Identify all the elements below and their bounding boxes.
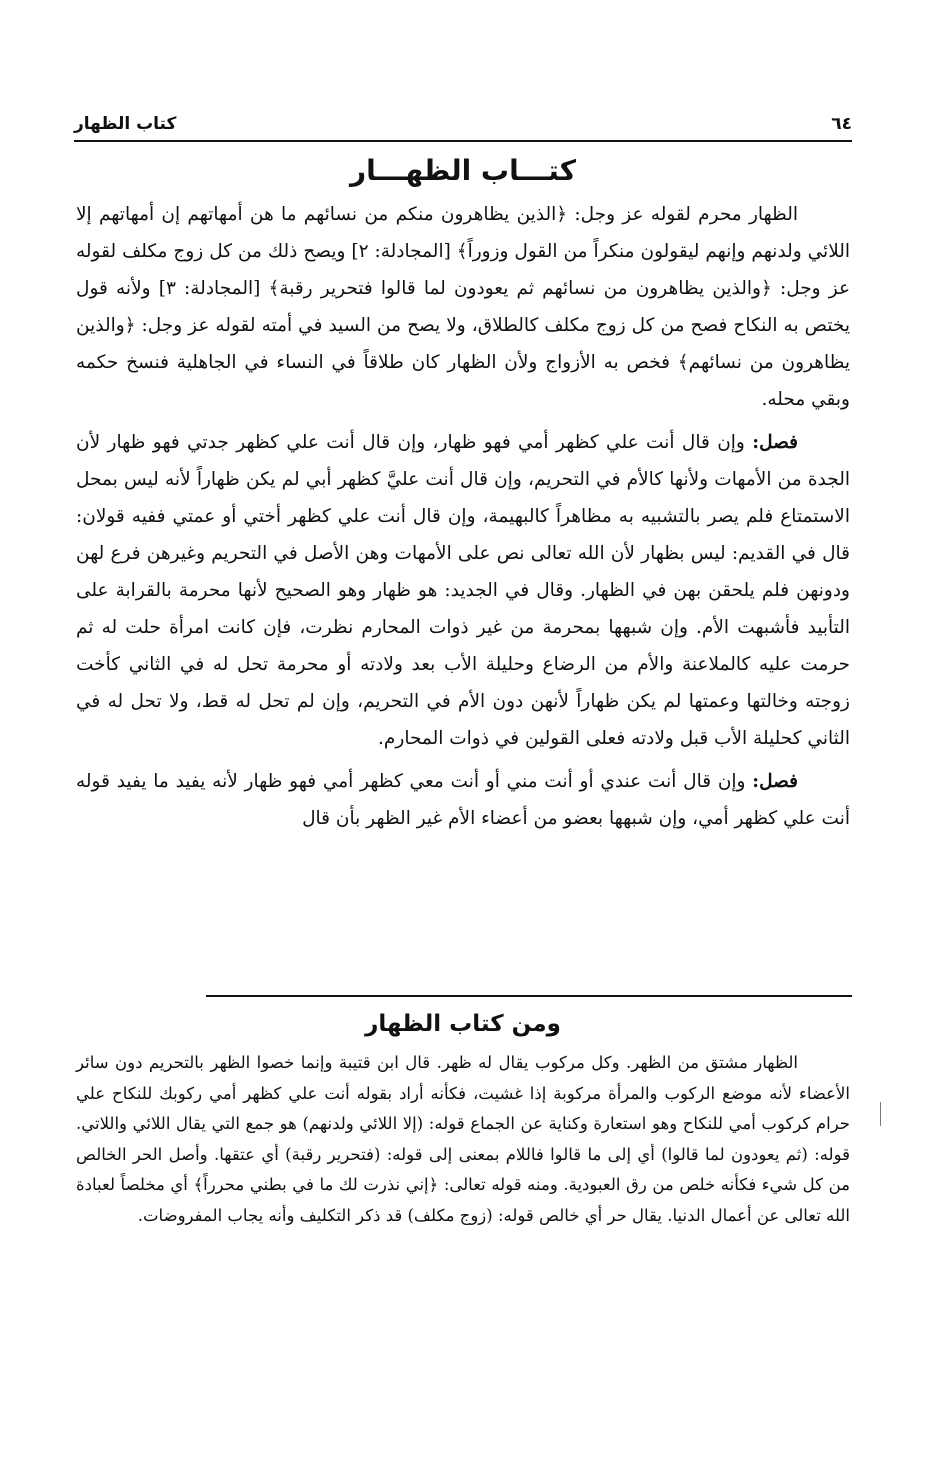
section-lead: فصل: — [752, 771, 798, 792]
paragraph-body: وإن قال أنت علي كظهر أمي فهو ظهار، وإن قال أنت علي كظهر جدتي فهو ظهار لأن الجدة من الأمهات ولأنها كالأم في التحريم، وإن قال أنت عليَّ كظهر أبي لم يكن ظهاراً لأنه ليس بمحل الاستمتاع فلم يصر بالتشبيه به مظاهراً كالبهيمة، وإن قال أنت علي كظهر أختي أو عمتي ففيه قولان: قال في القديم: ليس بظهار لأن الله تعالى نص على الأمهات وهن الأصل في التحريم وغيرهن فرع لهن ودونهن فلم يلحقن بهن في الظهار. وقال في الجديد: هو ظهار وهو الصحيح لأنها محرمة بالقرابة على التأبيد فأشبهت الأم. وإن شبهها بمحرمة من غير ذوات المحارم نظرت، فإن كانت امرأة حلت له ثم حرمت عليه كالملاعنة والأم من الرضاع وحليلة الأب بعد ولادته أو محرمة تحل له في الثاني كأخت زوجته وخالتها وعمتها لم يكن ظهاراً لأنهن دون الأم في التحريم، وإن لم تحل له قط، ولا تحل له في الثاني كحليلة الأب قبل ولادته فعلى القولين في ذوات المحارم. — [76, 432, 850, 749]
main-text — [76, 196, 850, 837]
commentary-title: ومن كتاب الظهار — [365, 1011, 561, 1037]
footnote-divider — [206, 995, 852, 997]
section-lead: فصل: — [752, 432, 798, 453]
commentary-text — [76, 1048, 850, 1231]
margin-mark — [880, 1102, 881, 1126]
running-title: كتاب الظهار — [74, 114, 177, 134]
running-header — [74, 104, 852, 134]
main-paragraph: الظهار محرم لقوله عز وجل: ﴿الذين يظاهرون منكم من نسائهم ما هن أمهاتهم إن أمهاتهم إلا اللائي ولدنهم وإنهم ليقولون منكراً من القول وزوراً﴾ [المجادلة: ٢] ويصح ذلك من كل زوج مكلف لقوله عز وجل: ﴿والذين يظاهرون من نسائهم ثم يعودون لما قالوا فتحرير رقبة﴾ [المجادلة: ٣] ولأنه قول يختص به النكاح فصح من كل زوج مكلف كالطلاق، ولا يصح من السيد في أمته لقوله عز وجل: ﴿والذين يظاهرون من نسائهم﴾ فخص به الأزواج ولأن الظهار كان طلاقاً في النساء في الجاهلية فنسخ حكمه وبقي محله. — [76, 204, 851, 410]
header-rule — [74, 140, 852, 142]
commentary-paragraph: الظهار مشتق من الظهر. وكل مركوب يقال له ظهر. قال ابن قتيبة وإنما خصوا الظهر بالتحريم دون سائر الأعضاء لأنه موضع الركوب والمرأة مركوبة إذا غشيت، فكأنه أراد بقوله أنت علي كظهر أمي ركوبك للنكاح علي حرام كركوب أمي للنكاح وهو استعارة وكناية عن الجماع قوله: (إلا اللائي ولدنهم) هو جمع التي يقال اللائي واللاتي. قوله: (ثم يعودون لما قالوا) أي إلى ما قالوا فاللام بمعنى إلى قوله: (فتحرير رقبة) أي عتقها. وأصل الحر الخالص من كل شيء فكأنه خلص من رق العبودية. ومنه قوله تعالى: ﴿إني نذرت لك ما في بطني محرراً﴾ أي مخلصاً لعبادة الله تعالى عن أعمال الدنيا. يقال حر أي خالص قوله: (زوج مكلف) قد ذكر التكليف وأنه يجاب المفروضات. — [76, 1053, 850, 1225]
chapter-title: كتـــاب الظهـــار — [349, 154, 577, 187]
main-paragraph — [76, 424, 850, 757]
main-paragraph — [76, 763, 850, 837]
page-number: ٦٤ — [831, 114, 852, 134]
paragraph-body: وإن قال أنت عندي أو أنت مني أو أنت معي كظهر أمي فهو ظهار لأنه يفيد ما يفيد قوله أنت علي كظهر أمي، وإن شبهها بعضو من أعضاء الأم غير الظهر بأن قال — [76, 771, 850, 829]
